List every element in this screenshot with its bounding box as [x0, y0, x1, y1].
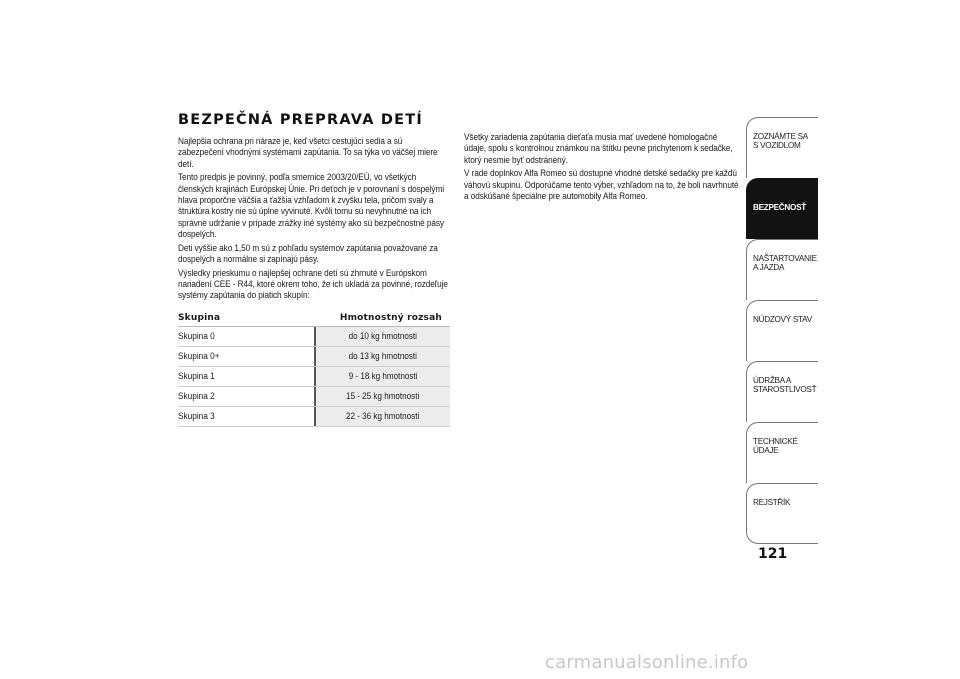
paragraph: V rade doplnkov Alfa Romeo sú dostupné vhodné detské sedačky pre každú váhovú skupinu. Odporúčame tento výber, vzhľadom na to, že boli navrhnuté a odskúšané špeciálne pre automobily Alfa Romeo. — [464, 168, 739, 202]
tab-technical-data[interactable]: TECHNICKÉ ÚDAJE — [746, 422, 818, 483]
group-cell: Skupina 1 — [178, 371, 215, 382]
paragraph: Deti vyššie ako 1,50 m sú z pohľadu systémov zapútania považované za dospelých a normálne si zapínajú pásy. — [178, 242, 438, 265]
column-header-weight: Hmotnostný rozsah — [339, 312, 442, 323]
tab-vehicle-intro[interactable]: ZOZNÁMTE SA S VOZIDLOM — [746, 117, 818, 178]
group-cell: Skupina 0+ — [178, 351, 220, 362]
tab-safety[interactable]: BEZPEČNOSŤ — [746, 178, 818, 239]
table-row — [178, 407, 450, 427]
left-column — [178, 112, 450, 427]
table-row — [178, 327, 450, 347]
page-number: 121 — [758, 546, 788, 562]
table-header — [178, 311, 450, 327]
group-cell: Skupina 2 — [178, 391, 215, 402]
weight-cell: do 13 kg hmotnosti — [314, 347, 450, 366]
weight-cell: 9 - 18 kg hmotnosti — [314, 367, 450, 386]
table-row — [178, 347, 450, 367]
section-title: BEZPEČNÁ PREPRAVA DETÍ — [178, 112, 423, 128]
weight-cell: 22 - 36 kg hmotnosti — [314, 407, 450, 426]
weight-cell: 15 - 25 kg hmotnosti — [314, 387, 450, 406]
paragraph: Všetky zariadenia zapútania dieťaťa musia mať uvedené homologačné údaje, spolu s kontrolnou známkou na štítku pevne prichytenom k sedačke, ktorý nesmie byť odstránený. — [464, 132, 733, 166]
table-row — [178, 387, 450, 407]
right-column — [464, 132, 740, 205]
weight-cell: do 10 kg hmotnosti — [314, 327, 450, 346]
watermark: carmanualsonline.info — [545, 652, 749, 673]
paragraph: Výsledky prieskumu o najlepšej ochrane detí sú zhrnuté v Európskom nariadení CEE - R44, ktoré okrem toho, že ich ukladá za povinné, rozdeľuje systémy zapútania do piatich skupín: — [178, 267, 448, 302]
tab-starting-driving[interactable]: NAŠTARTOVANIE A JAZDA — [746, 239, 818, 300]
paragraph: Tento predpis je povinný, podľa smernice 2003/20/EÚ, vo všetkých členských krajinách Európskej Únie. Pri deťoch je v porovnaní s dospelými hlava proporčne väčšia a ťažšia vzhľadom k zvyšku tela, pričom svaly a štruktúra kostry nie sú úplne vyvinuté. Kvôli tomu sú nevyhnutné na ich správne udržanie v prípade zrážky iné systémy ako sú bezpečnostné pásy dospelých. — [178, 172, 445, 240]
table-row — [178, 367, 450, 387]
column-header-group: Skupina — [178, 312, 221, 323]
tab-emergency[interactable]: NÚDZOVÝ STAV — [746, 300, 818, 361]
group-cell: Skupina 0 — [178, 331, 215, 342]
weight-group-table — [178, 311, 450, 427]
chapter-tabs — [746, 117, 818, 544]
tab-maintenance[interactable]: ÚDRŽBA A STAROSTLIVOSŤ — [746, 361, 818, 422]
paragraph: Najlepšia ochrana pri náraze je, keď všetci cestujúci sedia a sú zabezpečení vhodnými systémami zapútania. To sa týka vo väčšej miere detí. — [178, 136, 438, 170]
tab-index[interactable]: REJSTŘÍK — [746, 483, 818, 544]
group-cell: Skupina 3 — [178, 411, 215, 422]
